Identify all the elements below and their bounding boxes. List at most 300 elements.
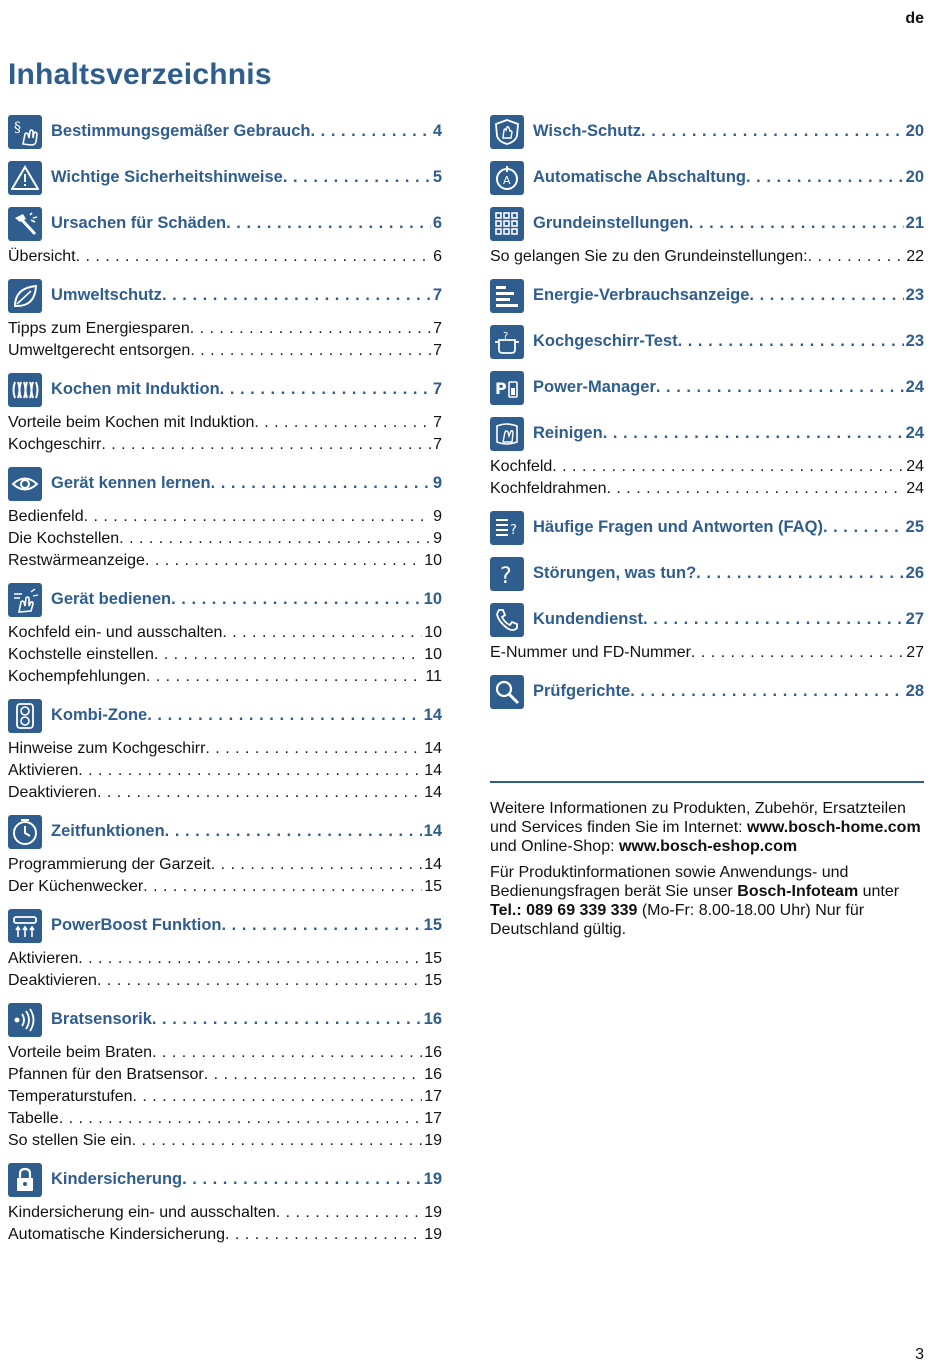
toc-entry[interactable] [8,876,442,898]
toc-entry[interactable] [8,782,442,804]
energy-bars-icon [490,279,524,313]
toc-entry[interactable] [8,738,442,760]
toc-entry-page: 16 [424,1044,442,1061]
dot-leader [119,528,431,550]
toc-heading-page: 21 [905,214,924,232]
toc-heading-title: Bratsensorik [51,1010,152,1028]
toc-entry-label: Deaktivieren [8,784,97,801]
toc-section-heading[interactable] [490,369,924,406]
damage-hammer-icon [8,207,42,241]
toc-section [8,1001,442,1152]
toc-heading-title: Gerät kennen lernen [51,474,211,492]
language-code: de [905,10,924,27]
toc-heading-title: Power-Manager [533,378,656,396]
toc-heading-line[interactable] [533,168,924,187]
toc-heading-page: 9 [432,474,442,492]
toc-heading-title: Zeitfunktionen [51,822,165,840]
toc-entry-page: 16 [424,1066,442,1083]
toc-heading-line[interactable] [51,916,442,935]
toc-heading-page: 15 [423,916,442,934]
toc-entry-page: 17 [424,1088,442,1105]
toc-heading-line[interactable] [51,1170,442,1189]
toc-entry-page: 7 [433,342,442,359]
cookware-test-icon [490,325,524,359]
toc-entry-page: 10 [424,646,442,663]
toc-heading-title: Reinigen [533,424,603,442]
dot-leader [132,1130,423,1152]
combi-zone-icon [8,699,42,733]
toc-section [490,277,924,314]
toc-entry-label: Umweltgerecht entsorgen [8,342,191,359]
dot-leader [643,610,904,629]
toc-left-column [8,113,442,1255]
dot-leader [76,246,432,268]
toc-section [490,323,924,360]
dot-leader [678,332,904,351]
toc-entry-label: Tabelle [8,1110,59,1127]
toc-section-heading[interactable] [490,205,924,242]
toc-entry[interactable] [8,318,442,340]
toc-entry[interactable] [8,1108,442,1130]
toc-heading-line[interactable] [51,380,442,399]
toc-heading-page: 14 [423,822,442,840]
toc-entry-label: Kochfeld ein- und ausschalten [8,624,223,641]
dot-leader [147,706,421,725]
dot-leader [823,518,904,537]
dot-leader [603,424,904,443]
toc-heading-line[interactable] [533,378,924,397]
hotline-phone-number: Tel.: 089 69 339 339 [490,902,638,919]
toc-section [490,113,924,150]
toc-entry-label: Hinweise zum Kochgeschirr [8,740,206,757]
toc-entry[interactable] [8,666,442,688]
toc-section [8,113,442,150]
toc-heading-page: 20 [905,168,924,186]
toc-entry-page: 9 [433,530,442,547]
toc-section-heading[interactable] [8,581,442,618]
dot-leader [225,1224,422,1246]
dot-leader [696,564,903,583]
toc-heading-line[interactable] [51,214,442,233]
eye-icon [8,467,42,501]
dot-leader [211,474,431,493]
toc-heading-page: 23 [905,332,924,350]
dot-leader [84,506,431,528]
toc-entry[interactable] [8,948,442,970]
toc-entry[interactable] [490,246,924,268]
toc-section [490,159,924,196]
toc-section-heading[interactable] [490,113,924,150]
toc-entry-page: 24 [906,458,924,475]
toc-heading-title: Umweltschutz [51,286,162,304]
toc-heading-page: 4 [432,122,442,140]
toc-entry-page: 6 [433,248,442,265]
toc-entry[interactable] [8,1064,442,1086]
svg-text:A: A [503,173,511,187]
toc-entry-page: 10 [424,552,442,569]
toc-entry[interactable] [8,1130,442,1152]
toc-entry[interactable] [8,246,442,268]
dot-leader [283,168,431,187]
toc-entry-label: Vorteile beim Kochen mit Induktion [8,414,255,431]
dot-leader [254,412,431,434]
toc-heading-line[interactable] [51,706,442,725]
toc-entry-page: 19 [424,1204,442,1221]
toc-entry-label: Kochempfehlungen [8,668,146,685]
toc-entry[interactable] [8,1224,442,1246]
toc-heading-page: 25 [905,518,924,536]
toc-heading-line[interactable] [533,518,924,537]
toc-heading-page: 5 [432,168,442,186]
toc-heading-page: 28 [905,682,924,700]
toc-heading-page: 10 [423,590,442,608]
dot-leader [204,1064,423,1086]
toc-section-heading[interactable] [490,323,924,360]
toc-section-heading[interactable] [8,371,442,408]
toc-heading-title: Kochgeschirr-Test [533,332,678,350]
toc-heading-title: Grundeinstellungen [533,214,689,232]
toc-section [490,415,924,500]
toc-entry-label: Aktivieren [8,762,79,779]
toc-entry-page: 14 [424,740,442,757]
toc-heading-title: Automatische Abschaltung [533,168,746,186]
toc-heading-title: Kochen mit Induktion [51,380,220,398]
dot-leader [171,590,422,609]
svg-text:?: ? [500,563,512,588]
frying-sensor-icon [8,1003,42,1037]
toc-entry[interactable] [8,528,442,550]
toc-section-heading[interactable] [8,205,442,242]
toc-section-heading[interactable] [8,159,442,196]
dot-leader [691,642,904,664]
toc-heading-title: Störungen, was tun? [533,564,697,582]
info-hotline-paragraph [490,863,930,939]
dot-leader [222,916,422,935]
toc-entry-page: 11 [425,668,442,685]
toc-entry-page: 7 [433,436,442,453]
toc-heading-page: 7 [432,380,442,398]
toc-section [8,465,442,572]
phone-icon [490,603,524,637]
svg-text:§: § [14,119,21,136]
toc-section-heading[interactable] [8,697,442,734]
toc-heading-line[interactable] [533,122,924,141]
info-text: und Online-Shop: [490,838,619,855]
info-internet-paragraph [490,799,930,856]
toc-entry-label: Tipps zum Energiesparen [8,320,190,337]
toc-entry-page: 10 [424,624,442,641]
info-divider [490,781,924,783]
toc-section-heading[interactable] [8,1001,442,1038]
dot-leader [211,854,422,876]
toc-entry-page: 15 [424,972,442,989]
toc-heading-title: Kindersicherung [51,1170,183,1188]
toc-entry-label: Kindersicherung ein- und ausschalten [8,1204,276,1221]
dot-leader [182,1170,422,1189]
toc-entry-label: Kochstelle einstellen [8,646,154,663]
info-block [490,799,930,946]
toc-entry-label: Die Kochstellen [8,530,120,547]
toc-heading-line[interactable] [533,286,924,305]
toc-heading-page: 6 [432,214,442,232]
toc-entry-label: Übersicht [8,248,76,265]
dot-leader [165,822,422,841]
wipe-protection-icon [490,115,524,149]
toc-section [8,1161,442,1246]
toc-heading-title: Energie-Verbrauchsanzeige [533,286,750,304]
toc-entry[interactable] [8,340,442,362]
dot-leader [656,378,904,397]
toc-heading-title: Wisch-Schutz [533,122,642,140]
dot-leader [154,644,422,666]
toc-entry-label: Kochgeschirr [8,436,102,453]
toc-entry[interactable] [490,642,924,664]
toc-section-heading[interactable] [490,159,924,196]
toc-entry-page: 9 [433,508,442,525]
dot-leader [78,760,422,782]
toc-heading-line[interactable] [533,682,924,701]
toc-right-column [490,113,924,719]
warning-triangle-icon [8,161,42,195]
toc-entry-page: 7 [433,320,442,337]
toc-entry-label: So gelangen Sie zu den Grundeinstellungen: [490,248,808,265]
toc-heading-line[interactable] [51,822,442,841]
toc-heading-line[interactable] [533,610,924,629]
toc-section [490,509,924,546]
toc-section-heading[interactable] [8,1161,442,1198]
toc-heading-line[interactable] [51,1010,442,1029]
toc-section-heading[interactable] [490,415,924,452]
page-number: 3 [915,1346,924,1363]
dot-leader [146,666,424,688]
toc-entry[interactable] [490,478,924,500]
toc-section [8,813,442,898]
cleaning-icon [490,417,524,451]
powerboost-icon [8,909,42,943]
toc-entry-page: 24 [906,480,924,497]
toc-section [8,205,442,268]
toc-section-heading[interactable] [490,509,924,546]
induction-coil-icon [8,373,42,407]
toc-entry-page: 17 [424,1110,442,1127]
toc-entry[interactable] [8,412,442,434]
toc-entry[interactable] [490,456,924,478]
toc-entry-page: 14 [424,784,442,801]
auto-off-icon [490,161,524,195]
clock-icon [8,815,42,849]
dot-leader [746,168,904,187]
toc-section [8,159,442,196]
toc-entry[interactable] [8,434,442,456]
toc-section-heading[interactable] [8,113,442,150]
toc-entry-page: 19 [424,1132,442,1149]
power-manager-icon [490,371,524,405]
intended-use-icon [8,115,42,149]
toc-entry-page: 27 [906,644,924,661]
toc-heading-title: Häufige Fragen und Antworten (FAQ) [533,518,823,536]
toc-section-heading[interactable] [8,277,442,314]
lock-icon [8,1163,42,1197]
dot-leader [222,622,422,644]
page-title: Inhaltsverzeichnis [8,58,272,91]
toc-entry-page: 7 [433,414,442,431]
info-text: Weitere Informationen zu Produkten, Zubehör, Ersatzteilen und Services finden Sie im Internet: [490,800,906,836]
dot-leader [152,1042,422,1064]
dot-leader [276,1202,422,1224]
toc-entry-label: Programmierung der Garzeit [8,856,211,873]
toc-heading-page: 24 [905,424,924,442]
toc-heading-page: 7 [432,286,442,304]
toc-section-heading[interactable] [490,673,924,710]
toc-heading-line[interactable] [51,474,442,493]
toc-heading-line[interactable] [51,286,442,305]
toc-section [490,369,924,406]
toc-section-heading[interactable] [8,465,442,502]
bosch-infoteam-label: Bosch-Infoteam [737,883,859,900]
toc-heading-title: Kundendienst [533,610,643,628]
toc-section-heading[interactable] [490,555,924,592]
hand-touch-icon [8,583,42,617]
dot-leader [190,340,431,362]
toc-entry-page: 15 [424,950,442,967]
toc-section-heading[interactable] [490,277,924,314]
dot-leader [205,738,422,760]
toc-heading-title: PowerBoost Funktion [51,916,222,934]
dot-leader [78,948,422,970]
dot-leader [689,214,904,233]
toc-section [490,601,924,664]
toc-entry[interactable] [8,970,442,992]
toc-entry-label: Kochfeldrahmen [490,480,607,497]
toc-entry[interactable] [8,550,442,572]
dot-leader [59,1108,423,1130]
toc-entry[interactable] [8,854,442,876]
toc-heading-page: 20 [905,122,924,140]
svg-text:?: ? [510,522,517,538]
toc-heading-page: 16 [423,1010,442,1028]
toc-section [8,581,442,688]
dot-leader [630,682,903,701]
toc-section [490,205,924,268]
toc-section [8,277,442,362]
toc-section [490,555,924,592]
question-mark-icon [490,557,524,591]
toc-entry-label: Aktivieren [8,950,79,967]
toc-section-heading[interactable] [490,601,924,638]
grid-settings-icon [490,207,524,241]
toc-heading-line[interactable] [51,122,442,141]
dot-leader [607,478,905,500]
bosch-eshop-link[interactable]: www.bosch-eshop.com [618,838,798,855]
magnifier-icon [490,675,524,709]
toc-section-heading[interactable] [8,907,442,944]
dot-leader [220,380,431,399]
toc-heading-title: Prüfgerichte [533,682,631,700]
toc-entry[interactable] [8,644,442,666]
toc-heading-line[interactable] [533,332,924,351]
dot-leader [311,122,431,141]
toc-section [8,697,442,804]
dot-leader [552,456,904,478]
toc-heading-line[interactable] [533,424,924,443]
toc-entry-label: Der Küchenwecker [8,878,144,895]
toc-entry-page: 22 [906,248,924,265]
toc-entry-label: Bedienfeld [8,508,84,525]
dot-leader [226,214,431,233]
info-text: Für Produktinformationen sowie Anwendungs- und Bedienungsfragen berät Sie unser [490,864,849,900]
toc-heading-page: 19 [423,1170,442,1188]
dot-leader [152,1010,422,1029]
toc-entry-page: 14 [424,856,442,873]
toc-heading-title: Wichtige Sicherheitshinweise [51,168,283,186]
info-text: (Mo-Fr: 8.00-18.00 Uhr) Nur für Deutschland gültig. [490,902,865,938]
dot-leader [145,550,422,572]
toc-entry-label: Temperaturstufen [8,1088,133,1105]
toc-section-heading[interactable] [8,813,442,850]
toc-entry-label: Vorteile beim Braten [8,1044,153,1061]
toc-heading-title: Ursachen für Schäden [51,214,227,232]
dot-leader [641,122,904,141]
toc-entry-label: Pfannen für den Bratsensor [8,1066,204,1083]
toc-heading-line[interactable] [51,590,442,609]
toc-heading-page: 14 [423,706,442,724]
toc-heading-page: 23 [905,286,924,304]
dot-leader [133,1086,423,1108]
toc-heading-line[interactable] [533,214,924,233]
info-text: unter [858,883,900,900]
toc-heading-line[interactable] [533,564,924,583]
leaf-icon [8,279,42,313]
toc-entry-page: 19 [424,1226,442,1243]
toc-section [8,907,442,992]
toc-entry[interactable] [8,622,442,644]
toc-heading-page: 26 [905,564,924,582]
toc-heading-title: Bestimmungsgemäßer Gebrauch [51,122,311,140]
toc-heading-title: Kombi-Zone [51,706,148,724]
toc-section [490,673,924,710]
dot-leader [162,286,431,305]
toc-entry-label: Automatische Kindersicherung [8,1226,226,1243]
toc-entry-label: Restwärmeanzeige [8,552,145,569]
toc-entry[interactable] [8,1086,442,1108]
toc-entry[interactable] [8,1202,442,1224]
toc-entry-label: So stellen Sie ein [8,1132,132,1149]
toc-heading-page: 27 [905,610,924,628]
toc-section [8,371,442,456]
toc-heading-line[interactable] [51,168,442,187]
dot-leader [97,970,422,992]
toc-entry[interactable] [8,760,442,782]
toc-heading-title: Gerät bedienen [51,590,172,608]
dot-leader [808,246,905,268]
dot-leader [143,876,422,898]
svg-text:?: ? [503,330,509,342]
bosch-home-link[interactable]: www.bosch-home.com [747,819,921,836]
toc-entry-page: 15 [424,878,442,895]
dot-leader [190,318,431,340]
toc-entry-label: Kochfeld [490,458,553,475]
toc-entry-label: Deaktivieren [8,972,97,989]
toc-entry-page: 14 [424,762,442,779]
dot-leader [101,434,431,456]
dot-leader [97,782,422,804]
faq-icon [490,511,524,545]
dot-leader [749,286,903,305]
toc-entry[interactable] [8,1042,442,1064]
svg-text:P: P [495,378,507,398]
toc-entry-label: E-Nummer und FD-Nummer [490,644,691,661]
toc-entry[interactable] [8,506,442,528]
